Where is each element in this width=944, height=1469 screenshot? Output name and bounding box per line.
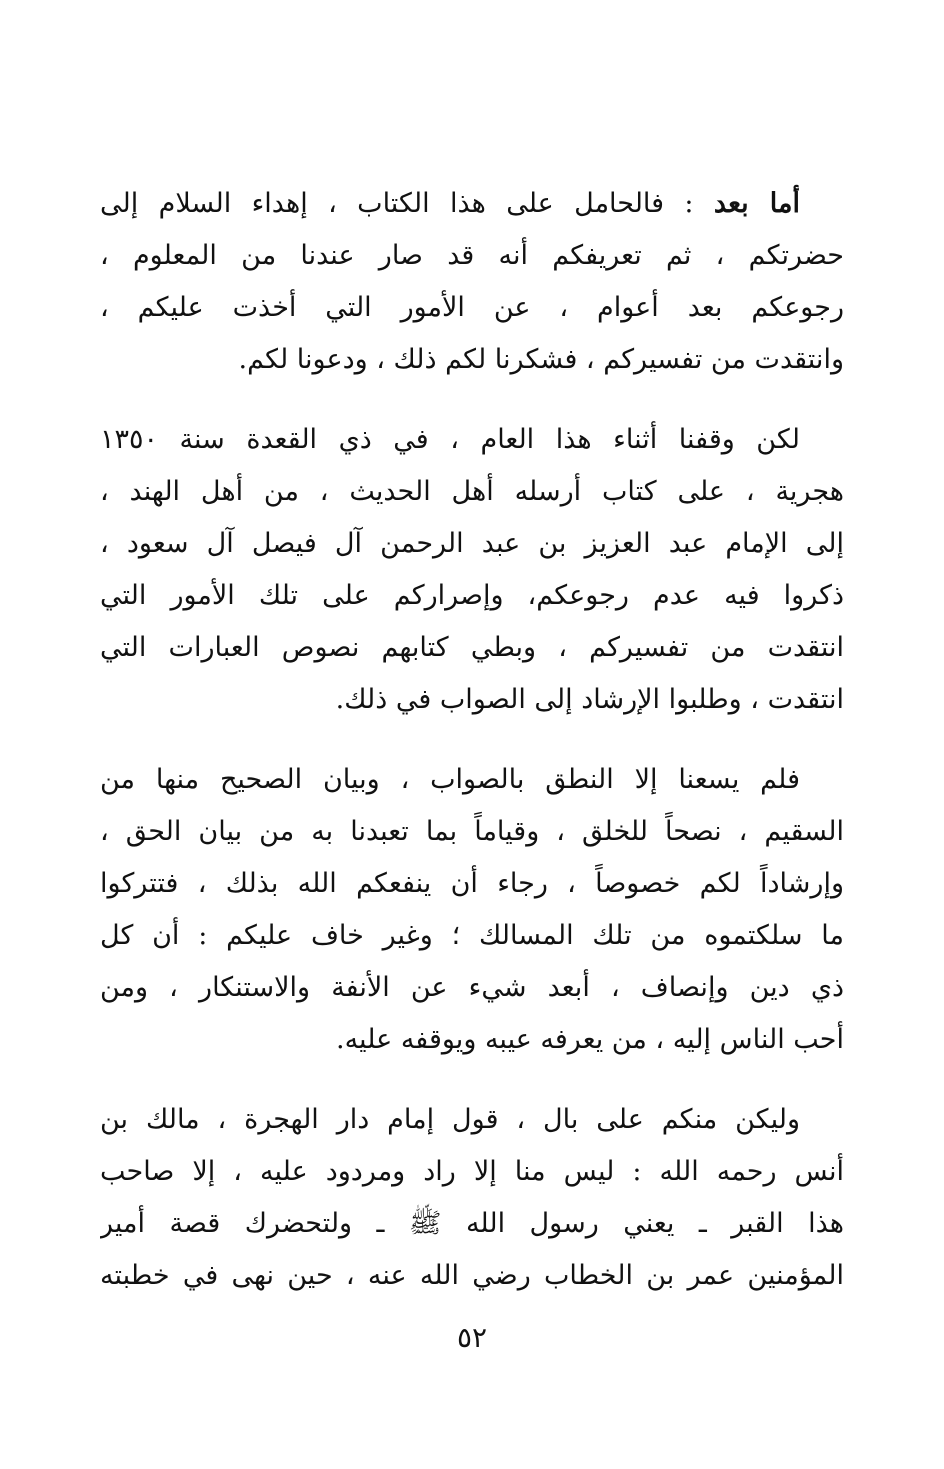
text-line: وإرشاداً لكم خصوصاً ، رجاء أن ينفعكم الله بذلك ، فتتركوا: [100, 868, 844, 899]
text-line: انتقدت من تفسيركم ، وبطي كتابهم نصوص العبارات التي: [100, 632, 844, 663]
text-line: ما سلكتموه من تلك المسالك ؛ وغير خاف عليكم : أن كل: [100, 920, 844, 951]
text-line: لكن وقفنا أثناء هذا العام ، في ذي القعدة سنة ١٣٥٠: [100, 424, 800, 455]
text-line: أحب الناس إليه ، من يعرفه عيبه ويوقفه عليه.: [335, 1024, 844, 1055]
text-line: السقيم ، نصحاً للخلق ، وقياماً بما تعبدنا به من بيان الحق ،: [100, 816, 844, 847]
text-line: وليكن منكم على بال ، قول إمام دار الهجرة ، مالك بن: [100, 1104, 800, 1135]
text-line: انتقدت ، وطلبوا الإرشاد إلى الصواب في ذلك.: [335, 684, 844, 715]
text-line: رجوعكم بعد أعوام ، عن الأمور التي أخذت عليكم ،: [100, 292, 844, 323]
lead-phrase: أما بعد: [713, 188, 800, 219]
text-line: حضرتكم ، ثم تعريفكم أنه قد صار عندنا من المعلوم ،: [100, 240, 844, 271]
page-number: ٥٢: [456, 1321, 488, 1354]
text-line: أنس رحمه الله : ليس منا إلا راد ومردود عليه ، إلا صاحب: [100, 1156, 844, 1187]
text-line: ذي دين وإنصاف ، أبعد شيء عن الأنفة والاستنكار ، ومن: [100, 972, 844, 1003]
text-line: فلم يسعنا إلا النطق بالصواب ، وبيان الصحيح منها من: [100, 764, 800, 795]
text-line: وانتقدت من تفسيركم ، فشكرنا لكم ذلك ، ودعونا لكم.: [238, 344, 844, 375]
document-page: [100, 178, 844, 1298]
paragraph-1: [100, 178, 844, 386]
text-line: ذكروا فيه عدم رجوعكم، وإصراركم على تلك الأمور التي: [100, 580, 844, 611]
paragraph-2: [100, 414, 844, 726]
text-line: إلى الإمام عبد العزيز بن عبد الرحمن آل فيصل آل سعود ،: [100, 528, 844, 559]
paragraph-3: [100, 754, 844, 1066]
paragraph-4: [100, 1094, 844, 1298]
text-line: هجرية ، على كتاب أرسله أهل الحديث ، من أهل الهند ،: [100, 476, 844, 507]
text-line: هذا القبر ـ يعني رسول الله ﷺ ـ ولتحضرك قصة أمير: [100, 1208, 844, 1239]
text-line: أما بعد : فالحامل على هذا الكتاب ، إهداء السلام إلى: [100, 188, 800, 219]
text-line: المؤمنين عمر بن الخطاب رضي الله عنه ، حين نهى في خطبته: [100, 1260, 844, 1291]
